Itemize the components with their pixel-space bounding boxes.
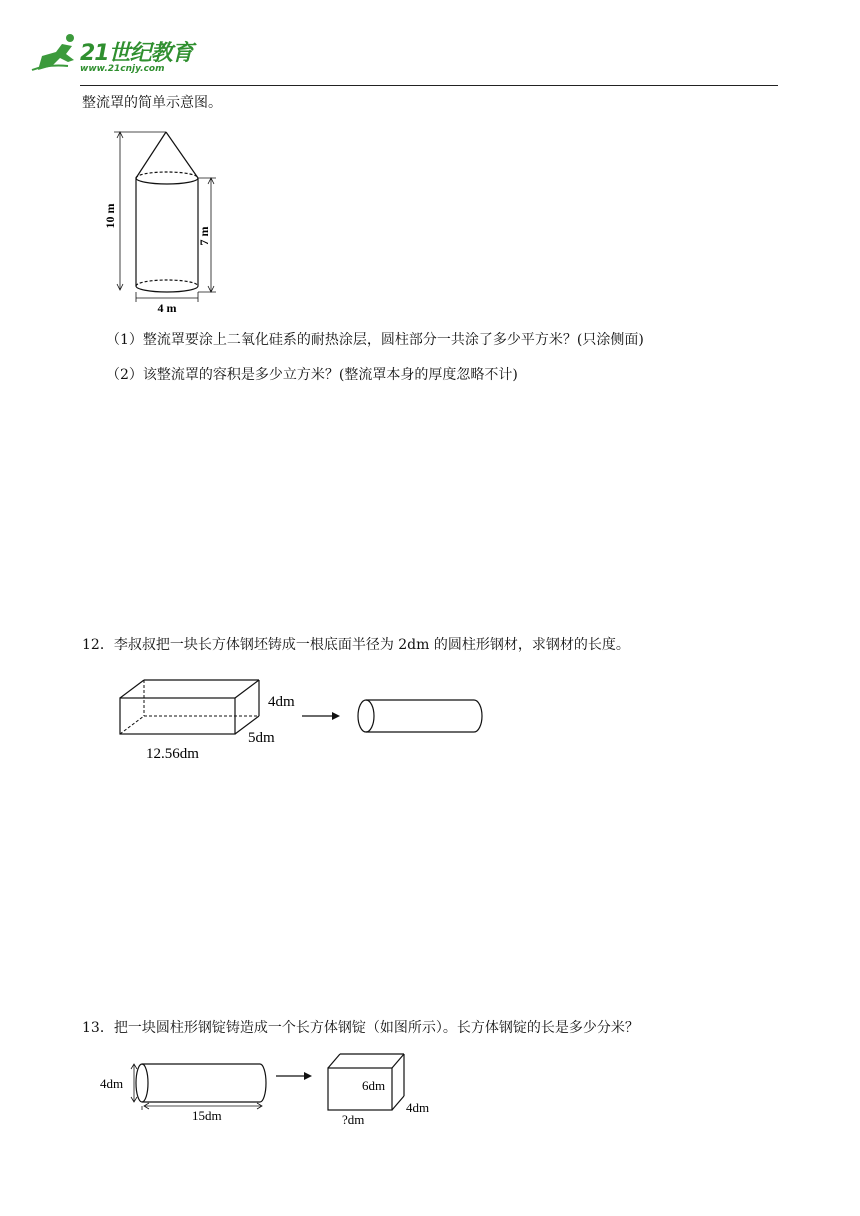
q13-label-cyl-diameter: 4dm: [100, 1076, 124, 1091]
q13-question: [82, 1018, 639, 1038]
q11-label-diameter: 4 m: [157, 301, 177, 315]
q12-label-height: 4dm: [268, 694, 295, 710]
q11-sub1: （1）整流罩要涂上二氧化硅系的耐热涂层，圆柱部分一共涂了多少平方米？(只涂侧面): [106, 332, 644, 348]
q13-text: 把一块圆柱形钢锭铸造成一个长方体钢锭（如图所示）。长方体钢锭的长是多少分米？: [113, 1020, 639, 1036]
q12-text: 李叔叔把一块长方体钢坯铸成一根底面半径为 2dm 的圆柱形钢材，求钢材的长度。: [113, 637, 630, 653]
q11-label-height-cyl: 7 m: [197, 226, 211, 246]
q11-figure: [103, 126, 228, 316]
q13-label-box-length: ?dm: [342, 1112, 365, 1127]
logo-url: www.21cnjy.com: [80, 64, 165, 74]
q13-number: 13．: [82, 1020, 114, 1036]
q12-question: [82, 635, 630, 655]
q12-figure: [112, 672, 492, 766]
q12-number: 12．: [82, 637, 114, 653]
q12-label-width: 5dm: [248, 730, 275, 746]
q13-label-box-width: 4dm: [406, 1100, 430, 1115]
q11-label-height-total: 10 m: [103, 203, 117, 229]
q13-figure: [96, 1050, 446, 1130]
q13-label-box-height: 6dm: [362, 1078, 386, 1093]
q11-sub2: （2）该整流罩的容积是多少立方米？(整流罩本身的厚度忽略不计): [106, 367, 518, 383]
q13-label-cyl-length: 15dm: [192, 1108, 222, 1123]
logo-title: 21世纪教育: [80, 41, 193, 66]
q12-label-length: 12.56dm: [146, 746, 199, 762]
header-divider: [80, 85, 778, 86]
q11-intro: 整流罩的简单示意图。: [82, 95, 222, 111]
